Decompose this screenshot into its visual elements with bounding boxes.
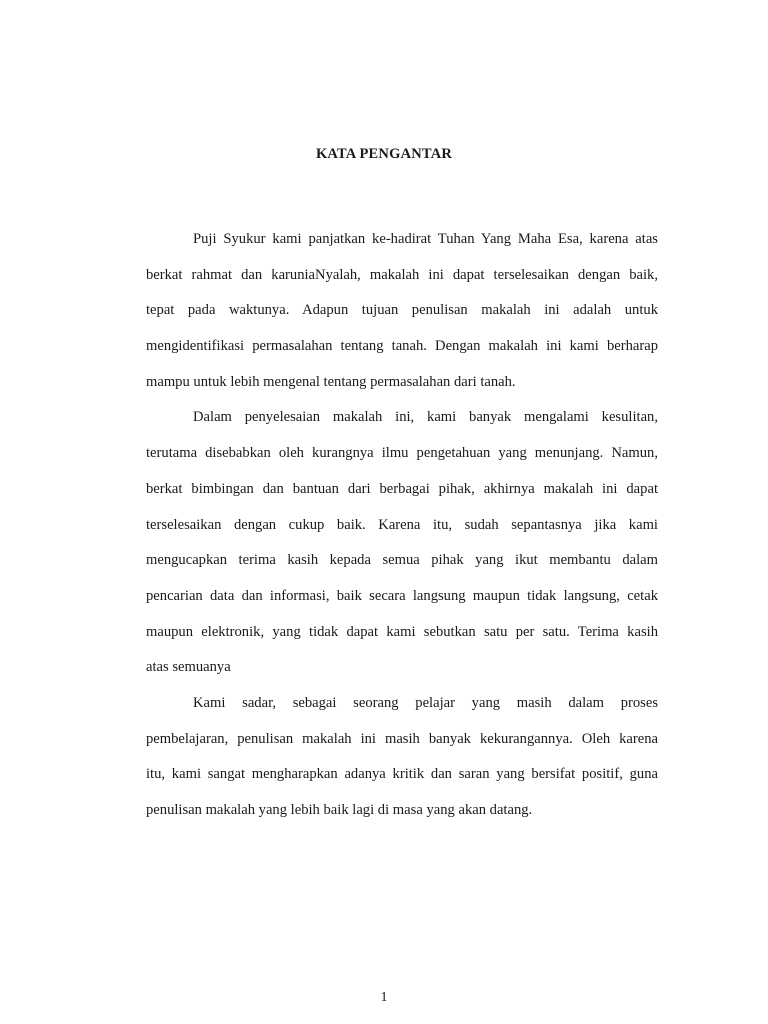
text-line: mampu untuk lebih mengenal tentang permasalahan dari tanah. [146, 373, 516, 390]
text-line: berkat bimbingan dan bantuan dari berbagai pihak, akhirnya makalah ini dapat [146, 480, 658, 497]
text-line: mengucapkan terima kasih kepada semua pihak yang ikut membantu dalam [146, 552, 658, 569]
text-line: penulisan makalah yang lebih baik lagi di masa yang akan datang. [146, 802, 533, 818]
paragraph-1 [146, 222, 658, 400]
text-line: pembelajaran, penulisan makalah ini masih banyak kekurangannya. Oleh karena [146, 730, 658, 747]
text-line: pencarian data dan informasi, baik secara langsung maupun tidak langsung, cetak [146, 587, 658, 604]
text-line: Puji Syukur kami panjatkan ke-hadirat Tuhan Yang Maha Esa, karena atas [193, 231, 658, 247]
text-line: berkat rahmat dan karuniaNyalah, makalah ini dapat terselesaikan dengan baik, [146, 266, 658, 283]
text-line: terutama disebabkan oleh kurangnya ilmu pengetahuan yang menunjang. Namun, [146, 445, 658, 462]
paragraph-3 [146, 686, 658, 829]
text-line: mengidentifikasi permasalahan tentang tanah. Dengan makalah ini kami berharap [146, 338, 658, 355]
text-line: terselesaikan dengan cukup baik. Karena itu, sudah sepantasnya jika kami [146, 516, 658, 533]
text-line: Kami sadar, sebagai seorang pelajar yang masih dalam proses [193, 694, 658, 711]
text-line: atas semuanya [146, 659, 231, 676]
text-line: maupun elektronik, yang tidak dapat kami sebutkan satu per satu. Terima kasih [146, 623, 658, 640]
paragraph-2 [146, 400, 658, 686]
text-line: Dalam penyelesaian makalah ini, kami banyak mengalami kesulitan, [193, 409, 658, 426]
body-text [146, 222, 658, 829]
text-line: tepat pada waktunya. Adapun tujuan penulisan makalah ini adalah untuk [146, 302, 658, 319]
page-number: 1 [380, 990, 388, 1005]
page-title: KATA PENGANTAR [315, 146, 453, 162]
text-line: itu, kami sangat mengharapkan adanya kritik dan saran yang bersifat positif, guna [146, 766, 658, 783]
